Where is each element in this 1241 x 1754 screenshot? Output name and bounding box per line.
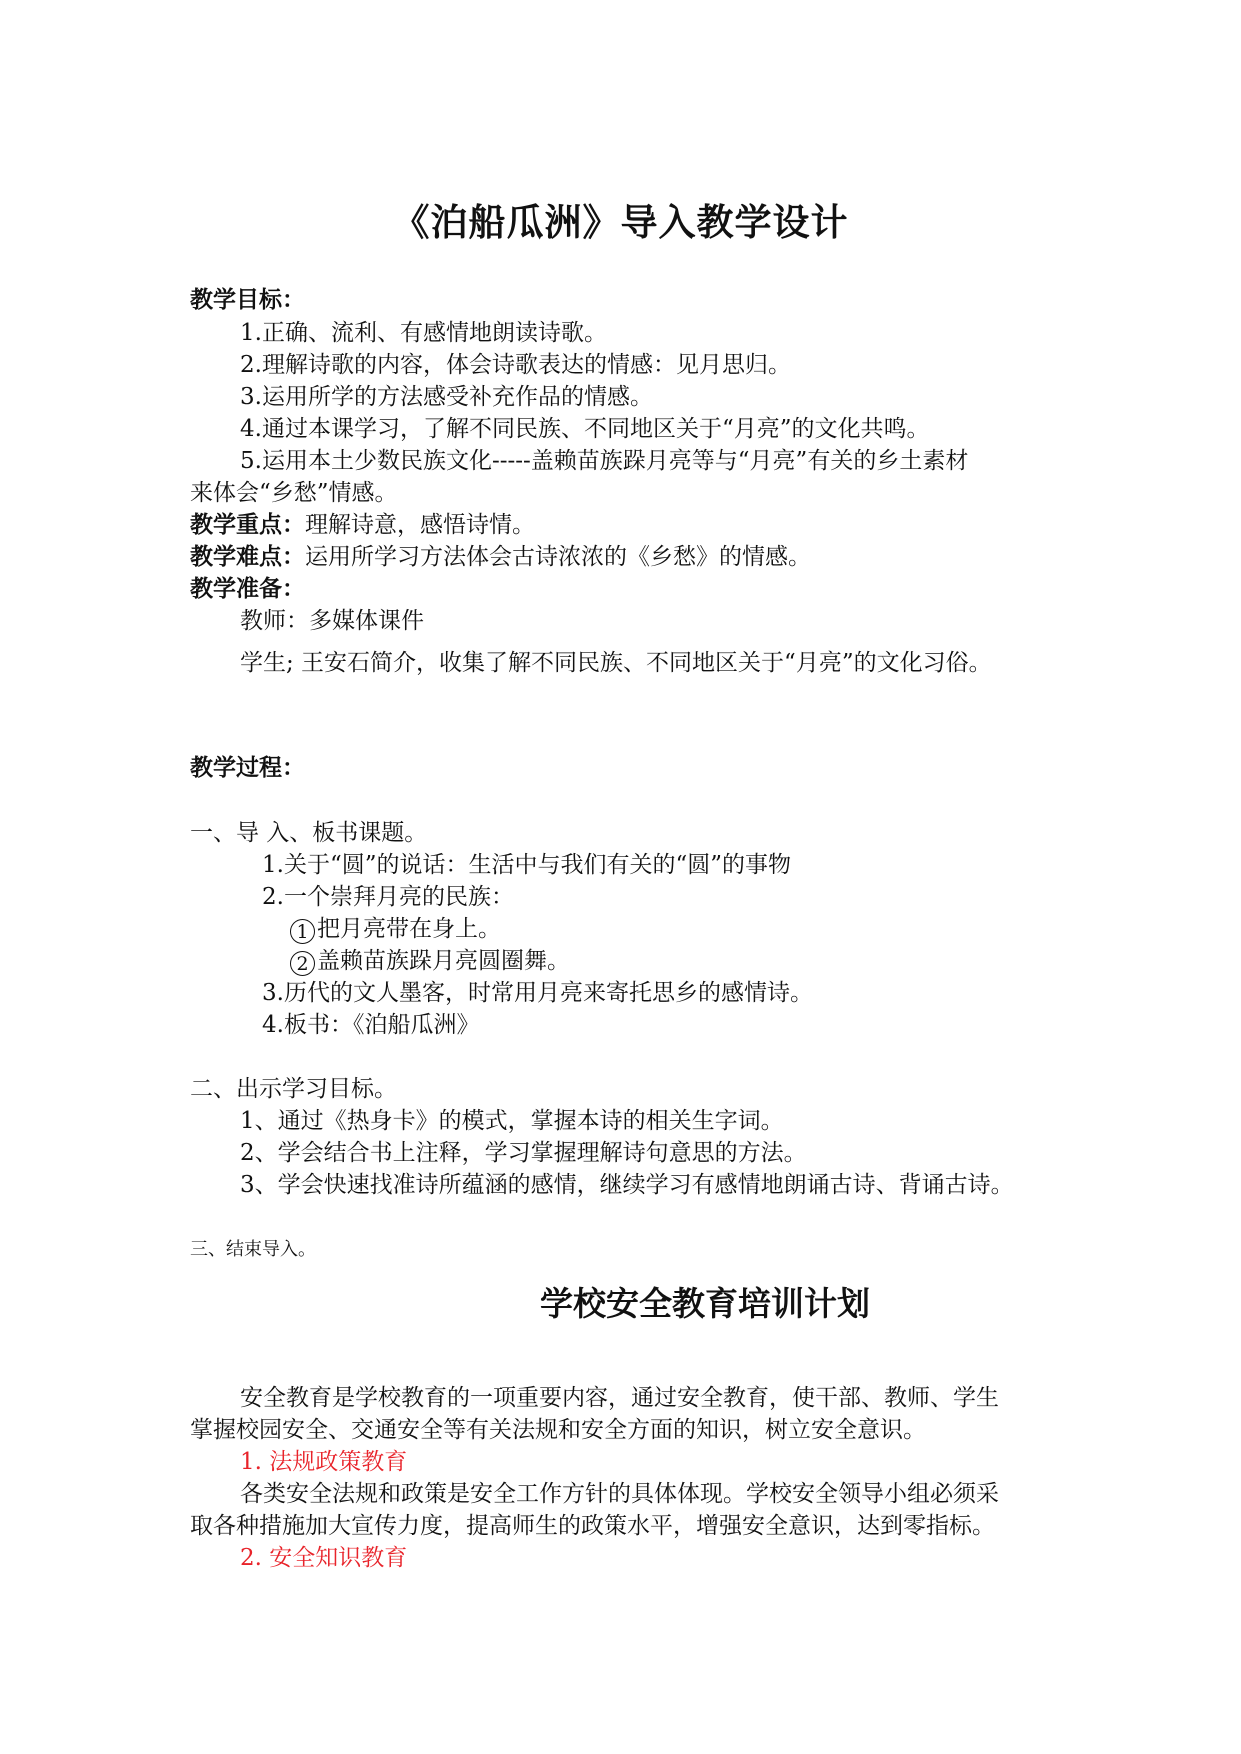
- safety-paragraph-1: 各类安全法规和政策是安全工作方针的具体体现。学校安全领导小组必须采: [240, 1481, 999, 1507]
- objectives-heading: 教学目标：: [190, 287, 305, 313]
- section2-item: 2、学会结合书上注释，学习掌握理解诗句意思的方法。: [240, 1140, 807, 1166]
- key-point-label: 教学重点：: [190, 512, 305, 538]
- key-point-text: 理解诗意，感悟诗情。: [305, 512, 535, 538]
- safety-title: 学校安全教育培训计划: [540, 1284, 870, 1323]
- section2-item: 1、通过《热身卡》的模式，掌握本诗的相关生字词。: [240, 1108, 784, 1134]
- safety-intro: 安全教育是学校教育的一项重要内容，通过安全教育，使干部、教师、学生: [240, 1385, 999, 1411]
- safety-heading-1: 1. 法规政策教育: [240, 1449, 408, 1475]
- subitem-text: 把月亮带在身上。: [317, 916, 501, 942]
- objective-item: 2.理解诗歌的内容，体会诗歌表达的情感：见月思归。: [240, 352, 791, 378]
- preparation-label: 教学准备：: [190, 576, 305, 602]
- section1-item: 4.板书：《泊船瓜洲》: [262, 1012, 480, 1038]
- section1-item: 2.一个崇拜月亮的民族：: [262, 884, 514, 910]
- section2-title: 二、出示学习目标。: [190, 1076, 397, 1102]
- circled-number: 2: [290, 951, 315, 976]
- difficulty: [190, 542, 811, 572]
- safety-heading-2: 2. 安全知识教育: [240, 1545, 408, 1571]
- preparation-student: 学生; 王安石简介，收集了解不同民族、不同地区关于“月亮”的文化习俗。: [240, 650, 992, 676]
- preparation-teacher: 教师：多媒体课件: [240, 608, 424, 634]
- document-title: 《泊船瓜洲》导入教学设计: [392, 200, 849, 244]
- difficulty-text: 运用所学习方法体会古诗浓浓的《乡愁》的情感。: [305, 544, 811, 570]
- key-point: [190, 510, 535, 540]
- subitem-text: 盖赖苗族跺月亮圆圈舞。: [317, 948, 570, 974]
- safety-intro-continued: 掌握校园安全、交通安全等有关法规和安全方面的知识，树立安全意识。: [190, 1417, 926, 1443]
- section1-item: 1.关于“圆”的说话：生活中与我们有关的“圆”的事物: [262, 852, 791, 878]
- circled-number: 1: [290, 919, 315, 944]
- difficulty-label: 教学难点：: [190, 544, 305, 570]
- objective-item: 3.运用所学的方法感受补充作品的情感。: [240, 384, 653, 410]
- section1-title: 一、导 入、板书课题。: [190, 820, 428, 846]
- safety-paragraph-1-continued: 取各种措施加大宣传力度，提高师生的政策水平，增强安全意识，达到零指标。: [190, 1513, 995, 1539]
- objective-item-continued: 来体会“乡愁”情感。: [190, 480, 398, 506]
- section1-subitem: [290, 946, 570, 976]
- section3-title: 三、结束导入。: [190, 1239, 316, 1260]
- objective-item: 4.通过本课学习，了解不同民族、不同地区关于“月亮”的文化共鸣。: [240, 416, 930, 442]
- process-heading: 教学过程：: [190, 755, 305, 781]
- objective-item: 1.正确、流利、有感情地朗读诗歌。: [240, 320, 607, 346]
- section2-item: 3、学会快速找准诗所蕴涵的感情，继续学习有感情地朗诵古诗、背诵古诗。: [240, 1172, 1014, 1198]
- section1-item: 3.历代的文人墨客，时常用月亮来寄托思乡的感情诗。: [262, 980, 813, 1006]
- section1-subitem: [290, 914, 501, 944]
- objective-item: 5.运用本土少数民族文化-----盖赖苗族跺月亮等与“月亮”有关的乡土素材: [240, 448, 969, 474]
